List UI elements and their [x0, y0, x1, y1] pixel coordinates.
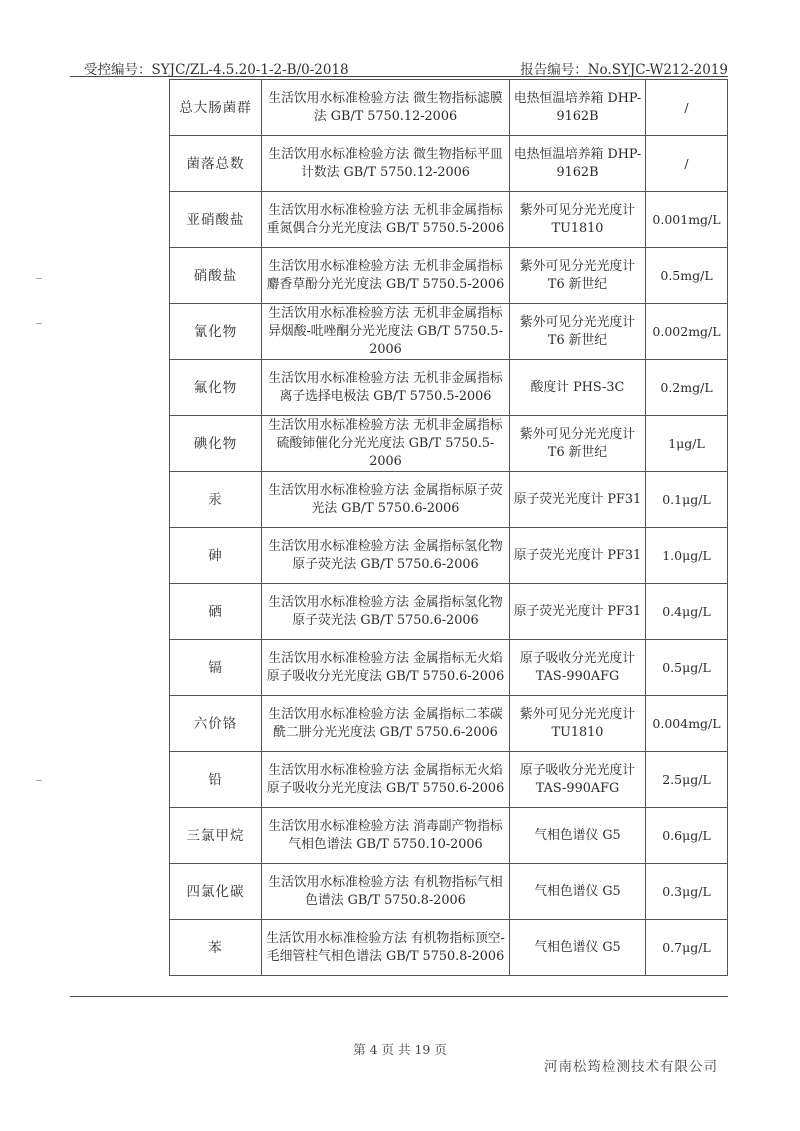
table-row	[170, 360, 728, 416]
test-item-cell: 三氯甲烷	[170, 808, 262, 864]
test-method-cell: 生活饮用水标准检验方法 金属指标二苯碳酰二肼分光光度法 GB/T 5750.6-2006	[262, 696, 510, 752]
instrument-cell: 原子吸收分光光度计 TAS-990AFG	[510, 752, 646, 808]
test-item-cell: 四氯化碳	[170, 864, 262, 920]
test-method-cell: 生活饮用水标准检验方法 金属指标氢化物原子荧光法 GB/T 5750.6-2006	[262, 584, 510, 640]
test-item-cell: 六价铬	[170, 696, 262, 752]
test-method-cell: 生活饮用水标准检验方法 金属指标氢化物原子荧光法 GB/T 5750.6-2006	[262, 528, 510, 584]
detection-limit-cell: /	[646, 136, 728, 192]
instrument-cell: 原子荧光光度计 PF31	[510, 528, 646, 584]
scan-mark	[36, 780, 42, 781]
table-row	[170, 752, 728, 808]
test-method-cell: 生活饮用水标准检验方法 微生物指标滤膜法 GB/T 5750.12-2006	[262, 80, 510, 136]
test-item-cell: 菌落总数	[170, 136, 262, 192]
report-number: 报告编号：No.SYJC-W212-2019	[520, 62, 728, 78]
test-method-cell: 生活饮用水标准检验方法 金属指标无火焰原子吸收分光光度法 GB/T 5750.6-2006	[262, 640, 510, 696]
page-number: 第 4 页 共 19 页	[353, 1042, 447, 1057]
instrument-cell: 电热恒温培养箱 DHP-9162B	[510, 80, 646, 136]
instrument-cell: 紫外可见分光光度计 T6 新世纪	[510, 248, 646, 304]
test-item-cell: 苯	[170, 920, 262, 976]
control-number: 受控编号：SYJC/ZL-4.5.20-1-2-B/0-2018	[84, 62, 349, 78]
test-item-cell: 铅	[170, 752, 262, 808]
test-method-cell: 生活饮用水标准检验方法 微生物指标平皿计数法 GB/T 5750.12-2006	[262, 136, 510, 192]
detection-limit-cell: 0.002mg/L	[646, 304, 728, 360]
test-method-cell: 生活饮用水标准检验方法 无机非金属指标异烟酸-吡唑酮分光光度法 GB/T 5750.5-2006	[262, 304, 510, 360]
instrument-cell: 气相色谱仪 G5	[510, 808, 646, 864]
detection-limit-cell: 0.4μg/L	[646, 584, 728, 640]
instrument-cell: 原子荧光光度计 PF31	[510, 584, 646, 640]
table-row	[170, 248, 728, 304]
table-row	[170, 192, 728, 248]
table-row	[170, 416, 728, 472]
table-row	[170, 80, 728, 136]
table-row	[170, 696, 728, 752]
instrument-cell: 紫外可见分光光度计 TU1810	[510, 696, 646, 752]
test-method-cell: 生活饮用水标准检验方法 无机非金属指标离子选择电极法 GB/T 5750.5-2006	[262, 360, 510, 416]
table-row	[170, 528, 728, 584]
test-item-cell: 硝酸盐	[170, 248, 262, 304]
detection-limit-cell: /	[646, 80, 728, 136]
detection-limit-cell: 1.0μg/L	[646, 528, 728, 584]
test-item-cell: 氟化物	[170, 360, 262, 416]
detection-limit-cell: 0.3μg/L	[646, 864, 728, 920]
test-item-cell: 砷	[170, 528, 262, 584]
test-method-cell: 生活饮用水标准检验方法 有机物指标气相色谱法 GB/T 5750.8-2006	[262, 864, 510, 920]
instrument-cell: 原子吸收分光光度计 TAS-990AFG	[510, 640, 646, 696]
test-item-cell: 镉	[170, 640, 262, 696]
header-rule	[70, 76, 728, 77]
test-method-cell: 生活饮用水标准检验方法 无机非金属指标麝香草酚分光光度法 GB/T 5750.5-2006	[262, 248, 510, 304]
test-method-cell: 生活饮用水标准检验方法 无机非金属指标硫酸铈催化分光光度法 GB/T 5750.5-2006	[262, 416, 510, 472]
table-row	[170, 136, 728, 192]
table-row	[170, 640, 728, 696]
instrument-cell: 酸度计 PHS-3C	[510, 360, 646, 416]
instrument-cell: 气相色谱仪 G5	[510, 920, 646, 976]
test-method-cell: 生活饮用水标准检验方法 有机物指标顶空-毛细管柱气相色谱法 GB/T 5750.8-2006	[262, 920, 510, 976]
test-item-cell: 硒	[170, 584, 262, 640]
company-name: 河南松筠检测技术有限公司	[544, 1059, 718, 1075]
test-item-cell: 总大肠菌群	[170, 80, 262, 136]
scan-mark	[36, 323, 42, 324]
detection-limit-cell: 0.001mg/L	[646, 192, 728, 248]
table-row	[170, 808, 728, 864]
scan-mark	[36, 278, 42, 279]
instrument-cell: 紫外可见分光光度计 TU1810	[510, 192, 646, 248]
detection-limit-cell: 0.1μg/L	[646, 472, 728, 528]
detection-limit-cell: 1μg/L	[646, 416, 728, 472]
table-row	[170, 584, 728, 640]
test-item-cell: 汞	[170, 472, 262, 528]
detection-limit-cell: 0.004mg/L	[646, 696, 728, 752]
test-method-cell: 生活饮用水标准检验方法 消毒副产物指标气相色谱法 GB/T 5750.10-2006	[262, 808, 510, 864]
instrument-cell: 紫外可见分光光度计 T6 新世纪	[510, 304, 646, 360]
detection-limit-cell: 0.5mg/L	[646, 248, 728, 304]
instrument-cell: 电热恒温培养箱 DHP-9162B	[510, 136, 646, 192]
test-methods-table	[169, 79, 727, 976]
detection-limit-cell: 0.5μg/L	[646, 640, 728, 696]
instrument-cell: 紫外可见分光光度计 T6 新世纪	[510, 416, 646, 472]
detection-limit-cell: 0.6μg/L	[646, 808, 728, 864]
table-row	[170, 472, 728, 528]
table-row	[170, 864, 728, 920]
footer-rule	[70, 996, 728, 997]
test-method-cell: 生活饮用水标准检验方法 金属指标原子荧光法 GB/T 5750.6-2006	[262, 472, 510, 528]
instrument-cell: 原子荧光光度计 PF31	[510, 472, 646, 528]
test-method-cell: 生活饮用水标准检验方法 金属指标无火焰原子吸收分光光度法 GB/T 5750.6-2006	[262, 752, 510, 808]
test-item-cell: 亚硝酸盐	[170, 192, 262, 248]
test-item-cell: 碘化物	[170, 416, 262, 472]
table-row	[170, 304, 728, 360]
detection-limit-cell: 0.7μg/L	[646, 920, 728, 976]
detection-limit-cell: 0.2mg/L	[646, 360, 728, 416]
instrument-cell: 气相色谱仪 G5	[510, 864, 646, 920]
table-row	[170, 920, 728, 976]
detection-limit-cell: 2.5μg/L	[646, 752, 728, 808]
test-item-cell: 氰化物	[170, 304, 262, 360]
test-method-cell: 生活饮用水标准检验方法 无机非金属指标重氮偶合分光光度法 GB/T 5750.5-2006	[262, 192, 510, 248]
